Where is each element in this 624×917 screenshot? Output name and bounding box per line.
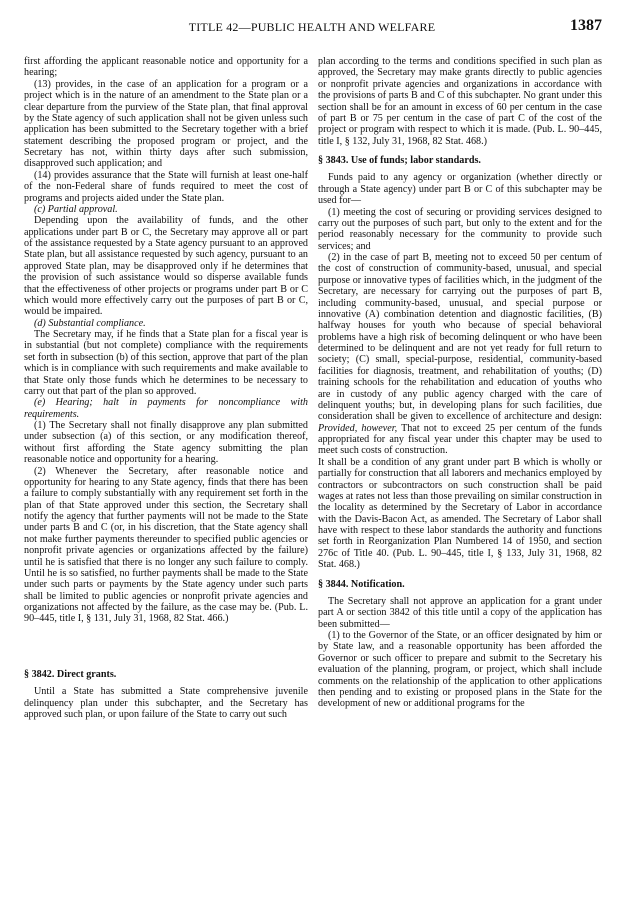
section-heading: § 3843. Use of funds; labor standards. bbox=[318, 155, 481, 166]
paragraph: (1) The Secretary shall not finally disapprove any plan submitted under subsection (a) of this section, or any modification thereof, without first affording the State agency submitting the plan reasonable notice and opportunity for a hearing. bbox=[24, 420, 308, 466]
paragraph: plan according to the terms and conditions specified in such plan as approved, the Secretary may make grants directly to public agencies or nonprofit private agencies and organizations in accordance with the provisions of parts B and C of this subchapter. No grant under this section shall be for an amount in excess of 60 per centum in the case of part B or 75 per centum in the case of part C of the cost of the project or program with respect to which it is made. (Pub. L. 90–445, title I, § 132, July 31, 1968, 82 Stat. 468.) bbox=[318, 56, 602, 147]
subsection-heading: (c) Partial approval. bbox=[34, 203, 118, 215]
left-column bbox=[24, 56, 308, 720]
paragraph: first affording the applicant reasonable notice and opportunity for a hearing; bbox=[24, 56, 308, 79]
running-title: TITLE 42—PUBLIC HEALTH AND WELFARE bbox=[188, 20, 436, 34]
list-item: (1) meeting the cost of securing or providing services designed to carry out the purposes of such part, but only to the extent and for the period reasonably necessary for the community to provide such services; and bbox=[318, 206, 602, 252]
paragraph: (2) Whenever the Secretary, after reasonable notice and opportunity for hearing to any State agency, finds that there has been a failure to comply substantially with any requirement set forth in the plan of that State approved under this section, the Secretary shall notify the agency that further payments will not be made to the State under parts B and C (or, in his discretion, that the State agency shall not make further payments thereunder to specified public agencies or nonprofit private agencies or organizations affected by the failure) until he is satisfied that there is no longer any such failure to comply. Until he is so satisfied, no further payments shall be made to the State under such parts or payments by the State agency under such parts shall be limited to public agencies or nonprofit private agencies and organizations not affected by the failure, as the case may be. (Pub. L. 90–445, title I, § 131, July 31, 1968, 82 Stat. 466.) bbox=[24, 465, 308, 625]
page-header bbox=[0, 18, 624, 38]
paragraph: The Secretary shall not approve an application for a grant under part A or section 3842 of this title until a copy of the application has been submitted— bbox=[318, 595, 602, 630]
paragraph: Depending upon the availability of funds, and the other applications under part B or C, the Secretary may approve all or part of the assistance requested by a State agency pursuant to an approved State plan, but all assistance requested by such agency, pursuant to an approved State plan, may be disapproved only if he determines that the provision of such assistance would so disperse available funds that the effectiveness of other projects or programs under part B or C which would more effectively carry out the purposes of part B or C, would be impaired. bbox=[24, 215, 308, 318]
section-heading: § 3844. Notification. bbox=[318, 578, 405, 590]
section-heading: § 3842. Direct grants. bbox=[24, 668, 117, 680]
list-item-text: That not to exceed 25 per centum of the funds appropriated for any fiscal year under this chapter may be used to meet such costs of construction. bbox=[318, 422, 602, 457]
paragraph: The Secretary may, if he finds that a State plan for a fiscal year is in substantial (but not complete) compliance with the requirements set forth in subsection (b) of this section, approve that part of the plan which is in compliance with such requirements and make available to that State only those funds which he determines to be necessary to carry out that part of the plan so approved. bbox=[24, 329, 308, 397]
paragraph: It shall be a condition of any grant under part B which is wholly or partially for construction that all laborers and mechanics employed by contractors or subcontractors on such construction shall be paid wages at rates not less than those prevailing on similar construction in the locality as determined by the Secretary of Labor in accordance with the Davis-Bacon Act, as amended. The Secretary of Labor shall have with respect to these labor standards the authority and functions set forth in Reorganization Plan Numbered 14 of 1950, and section 276c of Title 40. (Pub. L. 90–445, title I, § 133, July 31, 1968, 82 Stat. 468.) bbox=[318, 456, 602, 571]
paragraph: Until a State has submitted a State comprehensive juvenile delinquency plan under this subchapter, and the Secretary has approved such plan, or upon failure of the State to carry out such bbox=[24, 686, 308, 720]
subsection-heading: (d) Substantial compliance. bbox=[34, 317, 146, 329]
list-item: (1) to the Governor of the State, or an officer designated by him or by State law, and a reasonable opportunity has been afforded the Governor or such officer to prepare and submit to the Secretary his evaluation of the planning, program, or project, which shall include comments on the relationship of the application to other applications then pending and to existing or proposed plans in the State for the development of new or additional programs for the bbox=[318, 630, 602, 710]
paragraph: Funds paid to any agency or organization (whether directly or through a State agency) under part B or C of this subchapter may be used for— bbox=[318, 172, 602, 207]
page-number: 1387 bbox=[570, 17, 602, 34]
list-item-text: (2) in the case of part B, meeting not to exceed 50 per centum of the cost of construction of community-based, unusual, and special purpose or innovative types of facilities which, in the judgment of the Secretary, are necessary for carrying out the purposes of part B, including community-based, unusual, and special purpose or innovative (A) combination detention and diagnostic facilities, (B) halfway houses for youth who because of special behavioral problems have a high risk of becoming delinquent or who have been determined to be delinquent and are not yet ready for full return to society; (C) small, special-purpose, residential, community-based facilities for diagnosis, treatment, and rehabilitation of youths; (D) training schools for the rehabilitation and education of youths who are in custody of any public agency charged with the care of delinquent youths; but, in developing plans for such facilities, due consideration shall be given to excellence of architecture and design: bbox=[318, 252, 602, 423]
list-item bbox=[318, 252, 602, 457]
paragraph: (13) provides, in the case of an application for a program or a project which is in the nature of an amendment to the State plan or a clear departure from the purview of the State plan, that final approval by the State agency of such application shall not be given unless such application has been submitted to the Secretary together with a brief statement describing the proposed program or project, and the Secretary has not, within thirty days after such submission, disapproved such application; and bbox=[24, 78, 308, 170]
proviso-phrase: Provided, however, bbox=[318, 422, 398, 434]
subsection-heading: (e) Hearing; halt in payments for noncompliance with requirements. bbox=[24, 397, 308, 420]
right-column bbox=[318, 56, 602, 710]
paragraph: (14) provides assurance that the State will furnish at least one-half of the non-Federal share of funds required to meet the cost of programs and projects aided under the State plan. bbox=[24, 169, 308, 204]
